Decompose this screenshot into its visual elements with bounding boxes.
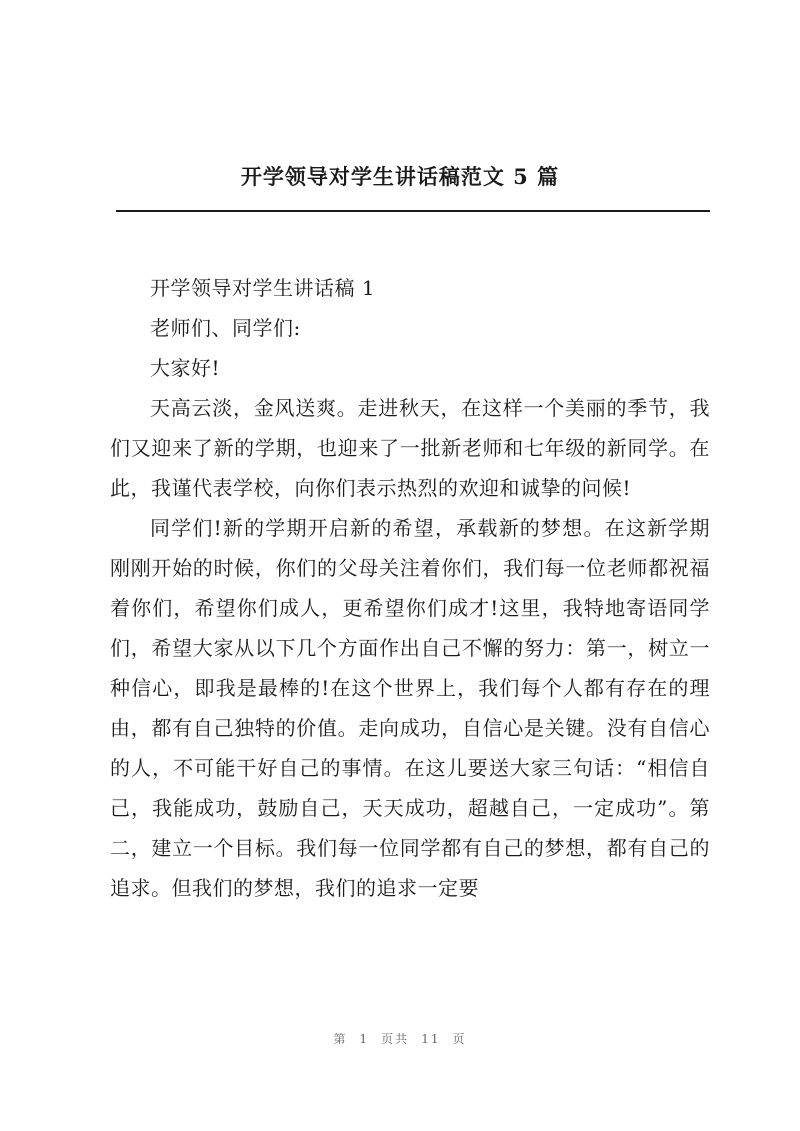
footer-total-pages: 11	[421, 1032, 441, 1046]
body-paragraph: 天高云淡，金风送爽。走进秋天，在这样一个美丽的季节，我们又迎来了新的学期，也迎来了一批新老师和七年级的新同学。在此，我谨代表学校，向你们表示热烈的欢迎和诚挚的问候!	[110, 396, 710, 500]
footer-label-of-total: 页共	[381, 1032, 410, 1046]
body-paragraph: 同学们!新的学期开启新的希望，承载新的梦想。在这新学期刚刚开始的时候，你们的父母关注着你们，我们每一位老师都祝福着你们，希望你们成人，更希望你们成才!这里，我特地寄语同学们，希望大家从以下几个方面作出自己不懈的努力：第一，树立一种信心，即我是最棒的!在这个世界上，我们每个人都有存在的理由，都有自己独特的价值。走向成功，自信心是关键。没有自信心的人，不可能干好自己的事情。在这儿要送大家三句话：“相信自己，我能成功，鼓励自己，天天成功，超越自己，一定成功”。第二，建立一个目标。我们每一位同学都有自己的梦想，都有自己的追求。但我们的梦想，我们的追求一定要	[110, 516, 710, 900]
document-body	[110, 268, 710, 908]
footer-label-suffix: 页	[452, 1032, 467, 1046]
footer-label-page: 第	[333, 1032, 348, 1046]
salutation: 老师们、同学们:	[150, 316, 301, 340]
section-heading: 开学领导对学生讲话稿 1	[150, 276, 376, 300]
footer-current-page: 1	[359, 1032, 370, 1046]
page-footer	[0, 1030, 800, 1047]
greeting: 大家好!	[150, 356, 221, 380]
title-divider	[116, 210, 710, 212]
document-title: 开学领导对学生讲话稿范文 5 篇	[240, 164, 560, 189]
